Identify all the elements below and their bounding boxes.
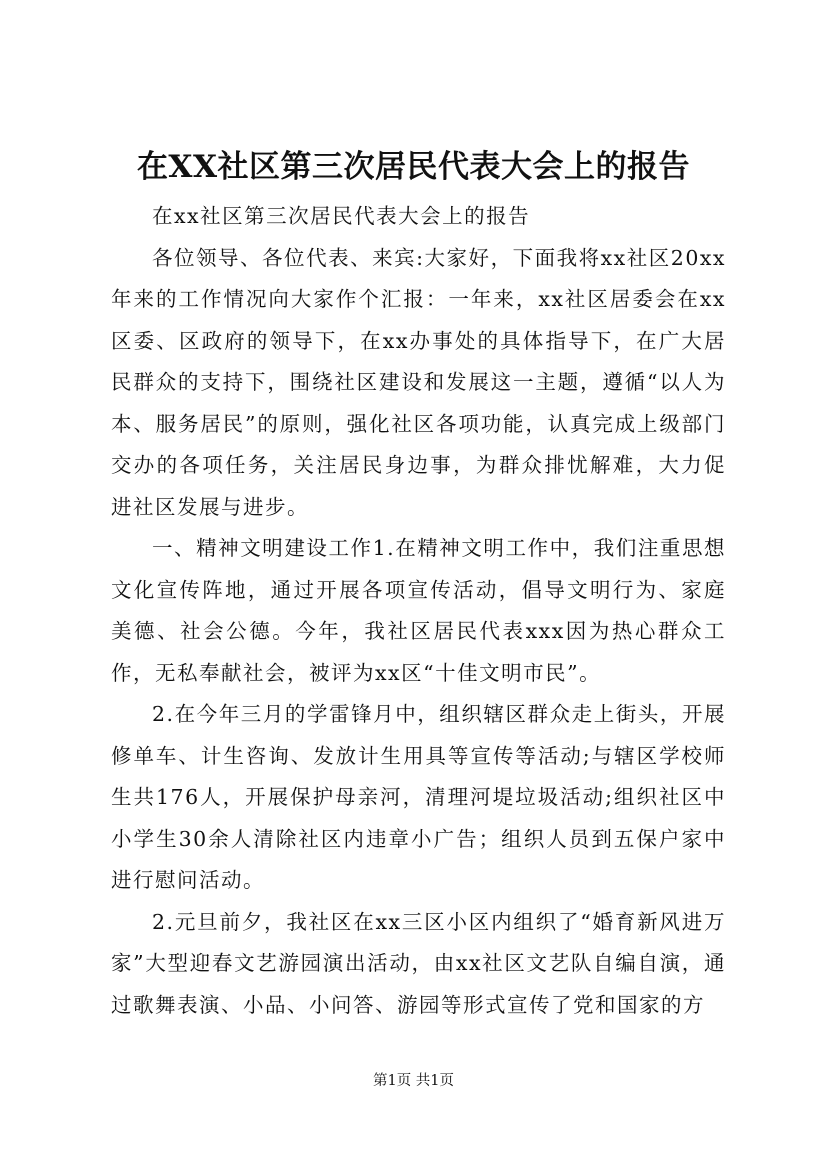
- document-body: [111, 196, 726, 1026]
- paragraph-section-one: 一、精神文明建设工作1.在精神文明工作中，我们注重思想文化宣传阵地，通过开展各项宣传活动，倡导文明行为、家庭美德、社会公德。今年，我社区居民代表xxx因为热心群众工作，无私奉献社会，被评为xx区“十佳文明市民”。: [111, 536, 726, 685]
- paragraph-item-lei-feng: 2.在今年三月的学雷锋月中，组织辖区群众走上街头，开展修单车、计生咨询、发放计生用具等宣传等活动;与辖区学校师生共176人，开展保护母亲河，清理河堤垃圾活动;组织社区中小学生30余人清除社区内违章小广告；组织人员到五保户家中进行慰问活动。: [111, 702, 726, 892]
- page-footer: 第1页 共1页: [372, 1073, 455, 1089]
- paragraph-greeting: 各位领导、各位代表、来宾:大家好，下面我将xx社区20xx年来的工作情况向大家作个汇报：一年来，xx社区居委会在xx区委、区政府的领导下，在xx办事处的具体指导下，在广大居民群众的支持下，围绕社区建设和发展这一主题，遵循“以人为本、服务居民”的原则，强化社区各项功能，认真完成上级部门交办的各项任务，关注居民身边事，为群众排忧解难，大力促进社区发展与进步。: [111, 245, 726, 519]
- document-title: 在XX社区第三次居民代表大会上的报告: [136, 149, 691, 185]
- paragraph-item-new-year: 2.元旦前夕，我社区在xx三区小区内组织了“婚育新风进万家”大型迎春文艺游园演出活动，由xx社区文艺队自编自演，通过歌舞表演、小品、小问答、游园等形式宣传了党和国家的方: [111, 909, 726, 1017]
- paragraph-subtitle: 在xx社区第三次居民代表大会上的报告: [152, 204, 531, 228]
